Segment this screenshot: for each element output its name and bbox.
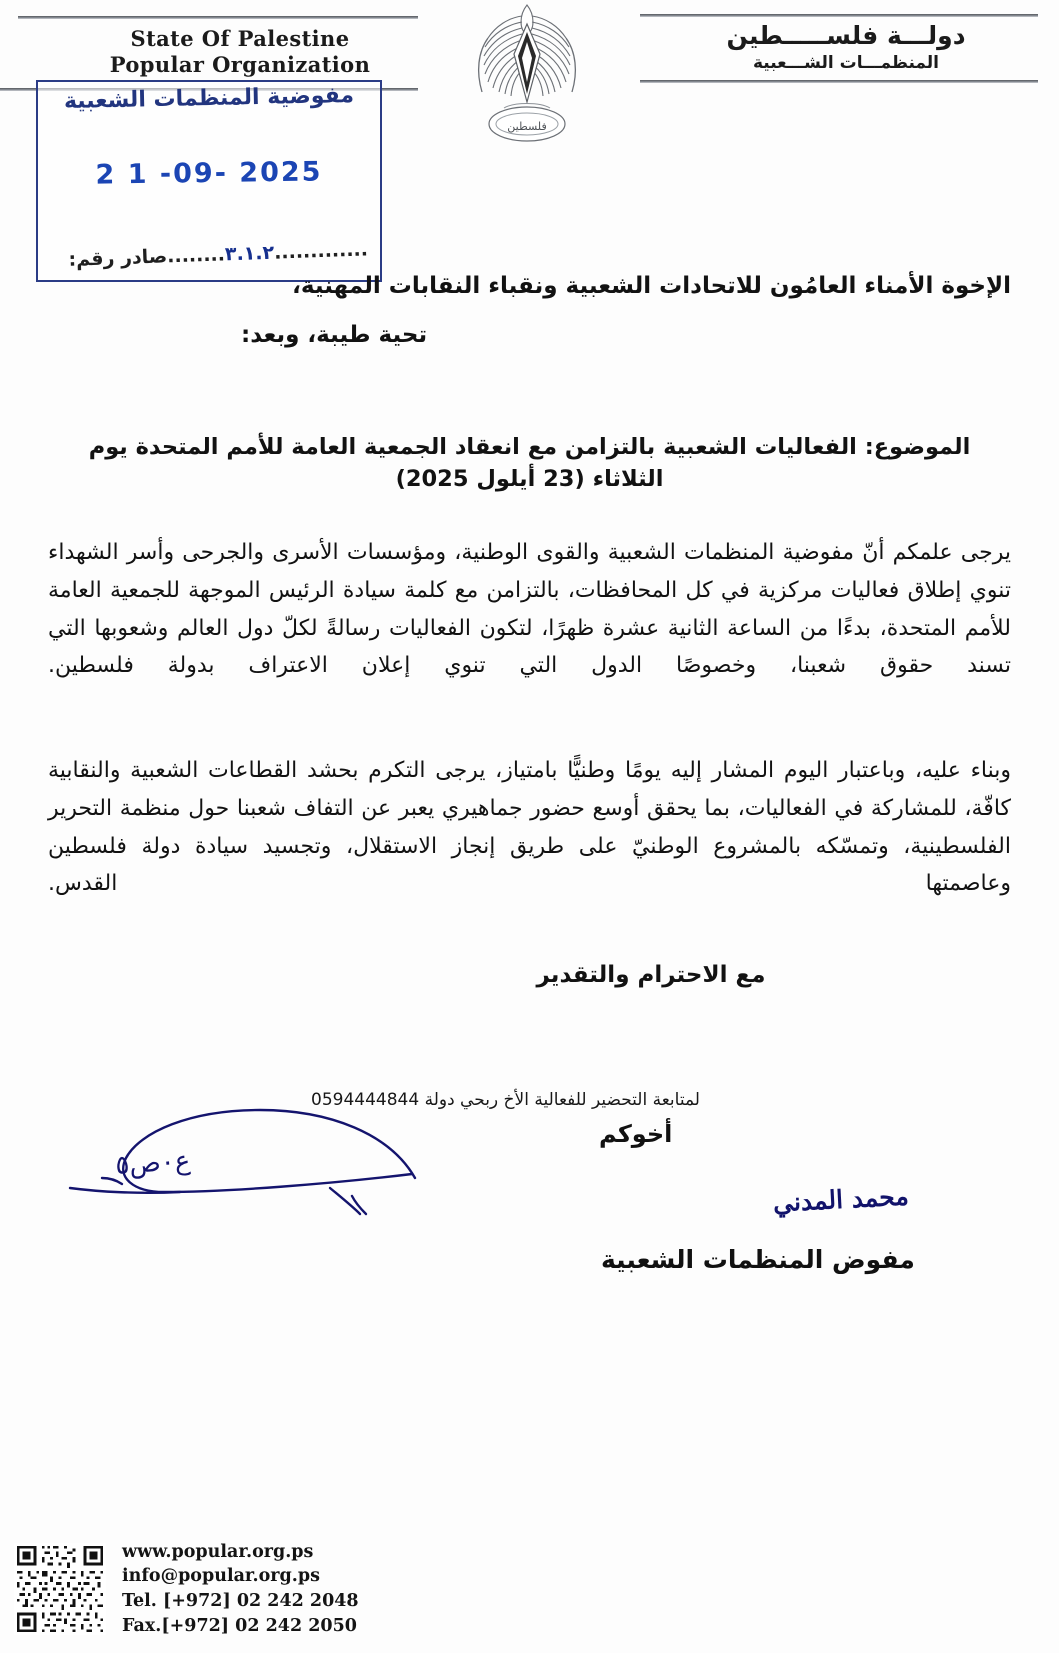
followup-contact-line: لمتابعة التحضير للفعالية الأخ ربحي دولة 0594444844 xyxy=(311,1090,700,1110)
stamp-ref-dots-right: ........ xyxy=(166,243,226,268)
subject-line-2: الثلاثاء (23 أيلول 2025) xyxy=(395,465,664,492)
footer-contact-block xyxy=(122,1540,359,1639)
paragraph-one xyxy=(48,534,1011,685)
stamp-title: مفوضية المنظمات الشعبية xyxy=(63,82,355,115)
header-arabic-line1: دولـــة فلســـــطين xyxy=(726,21,966,50)
footer-telephone: Tel. [+972] 02 242 2048 xyxy=(122,1591,359,1612)
svg-text:ع٠ص٥: ع٠ص٥ xyxy=(114,1145,192,1181)
paragraph-two xyxy=(48,752,1011,903)
header-arabic-title xyxy=(651,22,1041,73)
header-arabic-line2: المنظمـــات الشـــعبية xyxy=(752,52,940,73)
stamp-date: 2 1 -09- 2025 xyxy=(95,156,323,191)
letter-footer xyxy=(0,1443,1059,1653)
header-english-line2: Popular Organization xyxy=(109,51,371,77)
stamp-ref-label: صادر رقم: xyxy=(68,245,168,271)
paragraph-one-last: وخصوصًا الدول التي تنوي إعلان الاعتراف بدولة فلسطين. xyxy=(48,653,757,679)
stamp-ref-number: ٣.١.٢ xyxy=(224,241,275,266)
palestine-eagle-emblem-icon xyxy=(452,2,602,147)
header-english-line1: State Of Palestine xyxy=(130,26,350,51)
stamp-ref-dots-left: ............. xyxy=(273,238,369,264)
greeting-line xyxy=(241,322,1011,348)
footer-email[interactable]: info@popular.org.ps xyxy=(122,1566,320,1587)
header-rule-left-top xyxy=(18,16,418,19)
stamp-reference xyxy=(48,238,369,271)
subject-block xyxy=(48,432,1011,496)
signature-handwritten-name: محمد المدني xyxy=(772,1181,910,1218)
subject-line-1: الموضوع: الفعاليات الشعبية بالتزامن مع انعقاد الجمعية العامة للأمم المتحدة يوم xyxy=(88,434,971,460)
qr-code-icon xyxy=(14,1543,106,1635)
signature-title: مفوض المنظمات الشعبية xyxy=(601,1245,915,1274)
closing-line: مع الاحترام والتقدير xyxy=(536,962,766,988)
paragraph-two-last: القدس. xyxy=(48,871,118,897)
signature-scribble-icon xyxy=(30,1088,450,1223)
paragraph-one-main: يرجى علمكم أنّ مفوضية المنظمات الشعبية والقوى الوطنية، ومؤسسات الأسرى والجرحى وأسر الشهداء تنوي إطلاق فعاليات مركزية في كل المحافظات، بالتزامن مع كلمة سيادة الرئيس الموجهة للجمعية العامة للأمم المتحدة، بدءًا من الساعة الثانية عشرة ظهرًا، لتكون الفعاليات رسالةً لكلّ دول العالم وشعوبها التي تسند حقوق شعبنا، xyxy=(48,540,1012,679)
footer-website[interactable]: www.popular.org.ps xyxy=(122,1541,314,1562)
header-rule-right-bottom xyxy=(640,80,1038,83)
recipient-line: الإخوة الأمناء العامُون للاتحادات الشعبية ونقباء النقابات المهنية، xyxy=(292,273,1011,299)
official-stamp xyxy=(36,80,382,282)
paragraph-two-main: وبناء عليه، وباعتبار اليوم المشار إليه يومًا وطنيًّا بامتياز، يرجى التكرم بحشد القطاعات الشعبية والنقابية كافّة، للمشاركة في الفعاليات، بما يحقق أوسع حضور جماهيري يعبر عن التفاف شعبنا حول منظمة التحرير الفلسطينية، وتمسّكه بالمشروع الوطنيّ على طريق إنجاز الاستقلال، وتجسيد سيادة دولة فلسطين وعاصمتها xyxy=(48,758,1011,897)
greeting-text: تحية طيبة، وبعد: xyxy=(241,322,428,348)
footer-fax: Fax.[+972] 02 242 2050 xyxy=(122,1616,357,1637)
svg-text:فلسطين: فلسطين xyxy=(507,120,547,133)
header-rule-right-top xyxy=(640,14,1038,17)
signature-brother-label: أخوكم xyxy=(599,1120,673,1148)
header-english-title xyxy=(60,26,420,77)
